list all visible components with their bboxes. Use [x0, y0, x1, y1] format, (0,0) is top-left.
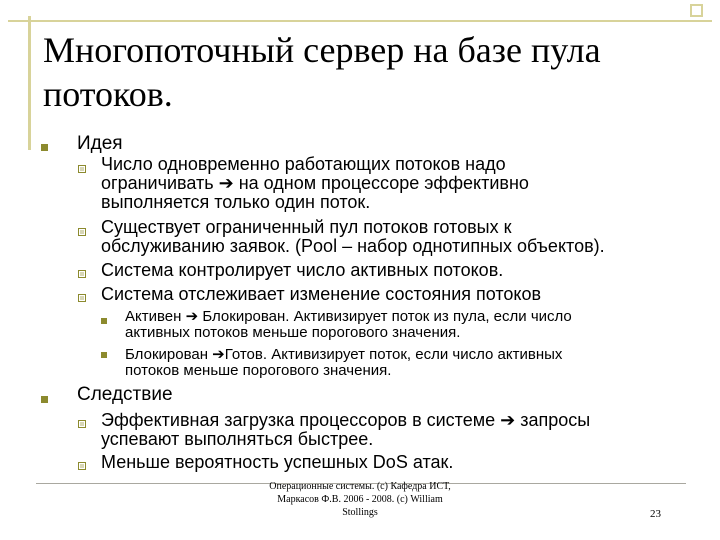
page-number: 23: [650, 508, 661, 520]
bullet-square: [41, 396, 48, 403]
sub-bullet-icon: [78, 165, 86, 173]
footer-line: Stollings: [342, 507, 378, 518]
sub-item-line: Число одновременно работающих потоков надо: [101, 154, 506, 174]
bullet-label-consequence: Следствие: [77, 384, 173, 405]
footer-line: Операционные системы. (c) Кафедра ИСТ,: [269, 481, 451, 492]
sub-bullet-icon: [78, 270, 86, 278]
subsub-item-line: активных потоков меньше порогового значения.: [125, 324, 461, 341]
sub-item-line: Меньше вероятность успешных DoS атак.: [101, 452, 454, 472]
sub-item-line: успевают выполняться быстрее.: [101, 429, 374, 449]
sub-item-line: Существует ограниченный пул потоков готовых к: [101, 217, 512, 237]
subsub-item-line: Блокирован ➔Готов. Активизирует поток, если число активных: [125, 346, 563, 363]
sub-item-line: Эффективная загрузка процессоров в системе ➔ запросы: [101, 410, 591, 430]
sub-item-line: Система отслеживает изменение состояния потоков: [101, 284, 542, 304]
footer-credits: [230, 480, 490, 519]
subsub-bullet-icon: [101, 318, 107, 324]
sub-item-line: выполняется только один поток.: [101, 192, 371, 212]
decorative-frame-horizontal: [8, 20, 712, 22]
decorative-frame-square: [690, 4, 703, 17]
decorative-frame-vertical: [28, 16, 31, 150]
sub-bullet-icon: [78, 420, 86, 428]
sub-item-line: Система контролирует число активных потоков.: [101, 260, 504, 280]
footer-line: Маркасов Ф.В. 2006 - 2008. (c) William: [277, 494, 443, 505]
subsub-item-line: потоков меньше порогового значения.: [125, 362, 392, 379]
sub-item-line: обслуживанию заявок. (Pool – набор однотипных объектов).: [101, 236, 605, 256]
slide-title: Многопоточный сервер на базе пула потоков.: [43, 30, 601, 114]
bullet-square: [41, 144, 48, 151]
bullet-label-idea: Идея: [77, 133, 123, 154]
subsub-item-line: Активен ➔ Блокирован. Активизирует поток из пула, если число: [125, 308, 572, 325]
sub-bullet-icon: [78, 228, 86, 236]
subsub-bullet-icon: [101, 352, 107, 358]
sub-bullet-icon: [78, 462, 86, 470]
sub-bullet-icon: [78, 294, 86, 302]
sub-item-line: ограничивать ➔ на одном процессоре эффективно: [101, 173, 529, 193]
